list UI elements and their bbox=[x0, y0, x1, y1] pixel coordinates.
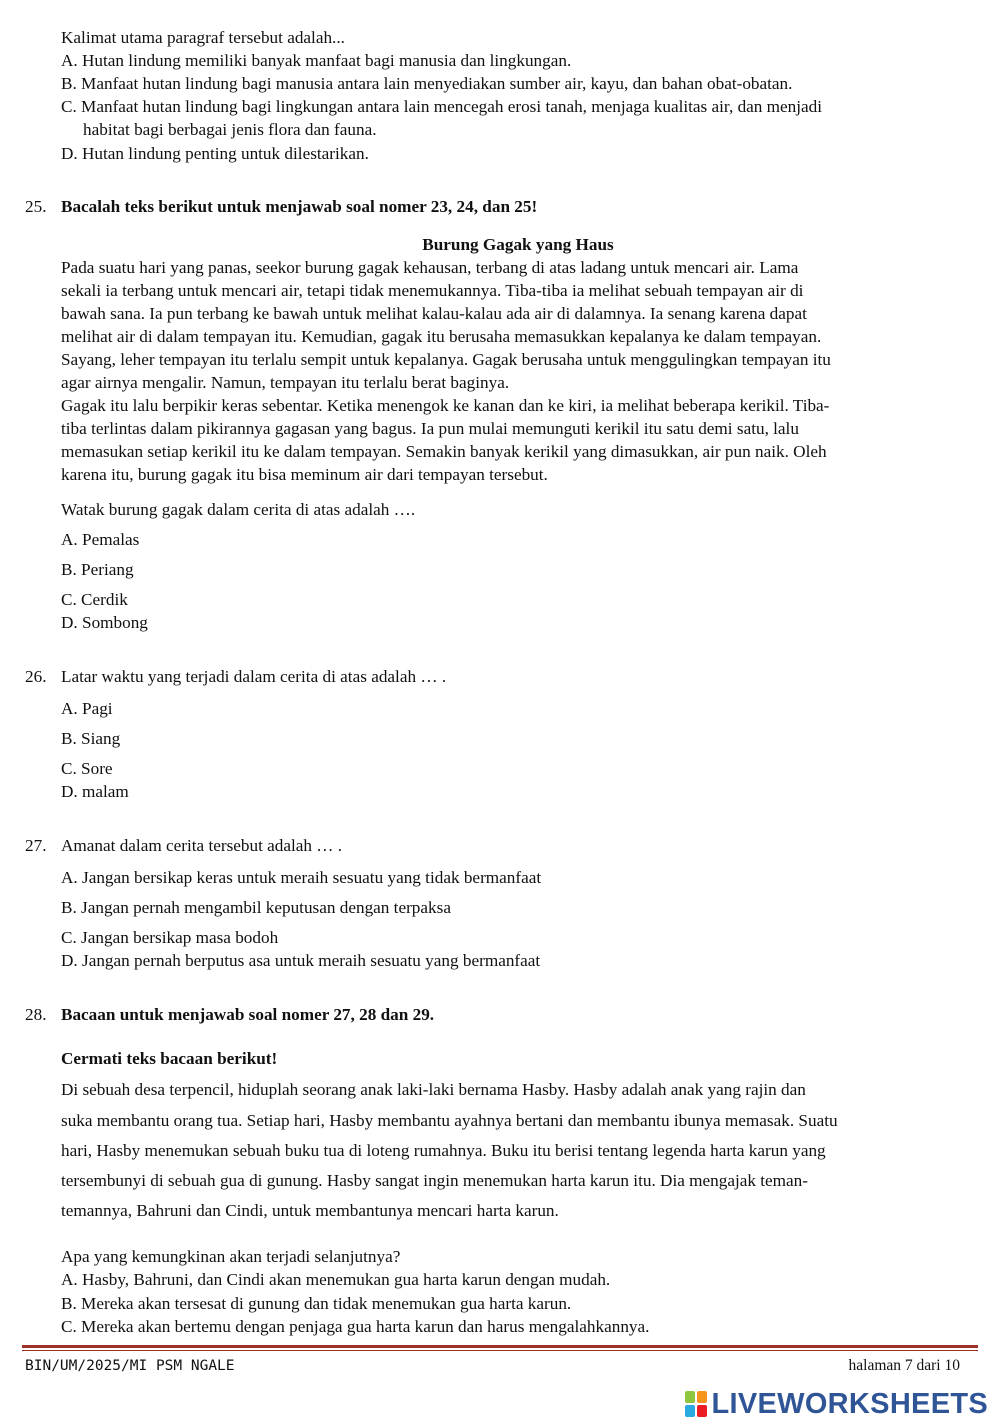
q25-option-c[interactable]: C. Cerdik bbox=[61, 590, 128, 609]
q26-option-d[interactable]: D. malam bbox=[61, 782, 129, 801]
q25-question: Watak burung gagak dalam cerita di atas adalah …. bbox=[61, 500, 416, 519]
q28-number: 28. bbox=[25, 1005, 47, 1024]
q26-option-a[interactable]: A. Pagi bbox=[61, 699, 113, 718]
q24-option-c-cont: habitat bagi berbagai jenis flora dan fauna. bbox=[83, 120, 377, 139]
q27-option-b[interactable]: B. Jangan pernah mengambil keputusan dengan terpaksa bbox=[61, 898, 451, 917]
q26-question: Latar waktu yang terjadi dalam cerita di atas adalah … . bbox=[61, 667, 447, 686]
story-line: sekali ia terbang untuk mencari air, tetapi tidak menemukannya. Tiba-tiba ia melihat sebuah tempayan air di bbox=[61, 281, 804, 300]
story-line: tiba terlintas dalam pikirannya gagasan yang bagus. Ia pun mulai memunguti kerikil itu satu demi satu, lalu bbox=[61, 419, 799, 438]
q27-option-c[interactable]: C. Jangan bersikap masa bodoh bbox=[61, 928, 279, 947]
q26-option-c[interactable]: C. Sore bbox=[61, 759, 113, 778]
passage-line: temannya, Bahruni dan Cindi, untuk membantunya mencari harta karun. bbox=[61, 1201, 559, 1220]
story-line: Sayang, leher tempayan itu terlalu sempit untuk kepalanya. Gagak berusaha untuk menggulingkan tempayan itu bbox=[61, 350, 831, 369]
q26-option-b[interactable]: B. Siang bbox=[61, 729, 121, 748]
q28-question: Apa yang kemungkinan akan terjadi selanjutnya? bbox=[61, 1247, 401, 1266]
q24-option-d: D. Hutan lindung penting untuk dilestarikan. bbox=[61, 144, 369, 163]
footer-rule-thin bbox=[22, 1350, 978, 1351]
story-line: memasukan setiap kerikil itu ke dalam tempayan. Semakin banyak kerikil yang dimasukkan, air pun naik. Oleh bbox=[61, 442, 827, 461]
story-line: agar airnya mengalir. Namun, tempayan itu terlalu berat baginya. bbox=[61, 373, 510, 392]
q28-subheading: Cermati teks bacaan berikut! bbox=[61, 1049, 278, 1068]
passage-line: tersembunyi di sebuah gua di gunung. Hasby sangat ingin menemukan harta karun itu. Dia mengajak teman- bbox=[61, 1171, 808, 1190]
story-line: melihat air di dalam tempayan itu. Kemudian, gagak itu berusaha memasukkan kepalanya ke dalam tempayan. bbox=[61, 327, 822, 346]
q25-option-d[interactable]: D. Sombong bbox=[61, 613, 148, 632]
story-title: Burung Gagak yang Haus bbox=[422, 235, 614, 254]
q27-option-d[interactable]: D. Jangan pernah berputus asa untuk meraih sesuatu yang bermanfaat bbox=[61, 951, 541, 970]
q28-instruction: Bacaan untuk menjawab soal nomer 27, 28 dan 29. bbox=[61, 1005, 435, 1024]
q27-option-a[interactable]: A. Jangan bersikap keras untuk meraih sesuatu yang tidak bermanfaat bbox=[61, 868, 542, 887]
q28-option-a[interactable]: A. Hasby, Bahruni, dan Cindi akan menemukan gua harta karun dengan mudah. bbox=[61, 1270, 611, 1289]
footer-page: halaman 7 dari 10 bbox=[848, 1357, 960, 1374]
story-line: Pada suatu hari yang panas, seekor burung gagak kehausan, terbang di atas ladang untuk mencari air. Lama bbox=[61, 258, 799, 277]
footer-rule bbox=[22, 1345, 978, 1348]
passage-line: hari, Hasby menemukan sebuah buku tua di loteng rumahnya. Buku itu berisi tentang legenda harta karun yang bbox=[61, 1141, 826, 1160]
story-line: bawah sana. Ia pun terbang ke bawah untuk melihat kalau-kalau ada air di dalamnya. Ia senang karena dapat bbox=[61, 304, 807, 323]
passage-line: suka membantu orang tua. Setiap hari, Hasby membantu ayahnya bertani dan membantu ibunya memasak. Suatu bbox=[61, 1111, 838, 1130]
q25-number: 25. bbox=[25, 197, 47, 216]
q27-question: Amanat dalam cerita tersebut adalah … . bbox=[61, 836, 343, 855]
story-line: Gagak itu lalu berpikir keras sebentar. Ketika menengok ke kanan dan ke kiri, ia melihat beberapa kerikil. Tiba- bbox=[61, 396, 830, 415]
story-line: karena itu, burung gagak itu bisa meminum air dari tempayan tersebut. bbox=[61, 465, 548, 484]
q24-option-c: C. Manfaat hutan lindung bagi lingkungan antara lain mencegah erosi tanah, menjaga kualitas air, dan menjadi bbox=[61, 97, 823, 116]
q24-stem: Kalimat utama paragraf tersebut adalah... bbox=[61, 28, 345, 47]
q25-option-b[interactable]: B. Periang bbox=[61, 560, 134, 579]
liveworksheets-brand[interactable] bbox=[685, 1386, 989, 1422]
q24-option-a: A. Hutan lindung memiliki banyak manfaat bagi manusia dan lingkungan. bbox=[61, 51, 572, 70]
q25-instruction: Bacalah teks berikut untuk menjawab soal nomer 23, 24, dan 25! bbox=[61, 197, 538, 216]
brand-name: LIVEWORKSHEETS bbox=[711, 1387, 988, 1420]
q28-option-c[interactable]: C. Mereka akan bertemu dengan penjaga gua harta karun dan harus mengalahkannya. bbox=[61, 1317, 650, 1336]
q26-number: 26. bbox=[25, 667, 47, 686]
q25-option-a[interactable]: A. Pemalas bbox=[61, 530, 140, 549]
q24-option-b: B. Manfaat hutan lindung bagi manusia antara lain menyediakan sumber air, kayu, dan bahan obat-obatan. bbox=[61, 74, 793, 93]
q28-option-b[interactable]: B. Mereka akan tersesat di gunung dan tidak menemukan gua harta karun. bbox=[61, 1294, 572, 1313]
passage-line: Di sebuah desa terpencil, hiduplah seorang anak laki-laki bernama Hasby. Hasby adalah anak yang rajin dan bbox=[61, 1080, 806, 1099]
liveworksheets-logo-icon bbox=[685, 1391, 707, 1417]
footer-code: BIN/UM/2025/MI PSM NGALE bbox=[25, 1358, 235, 1374]
q27-number: 27. bbox=[25, 836, 47, 855]
